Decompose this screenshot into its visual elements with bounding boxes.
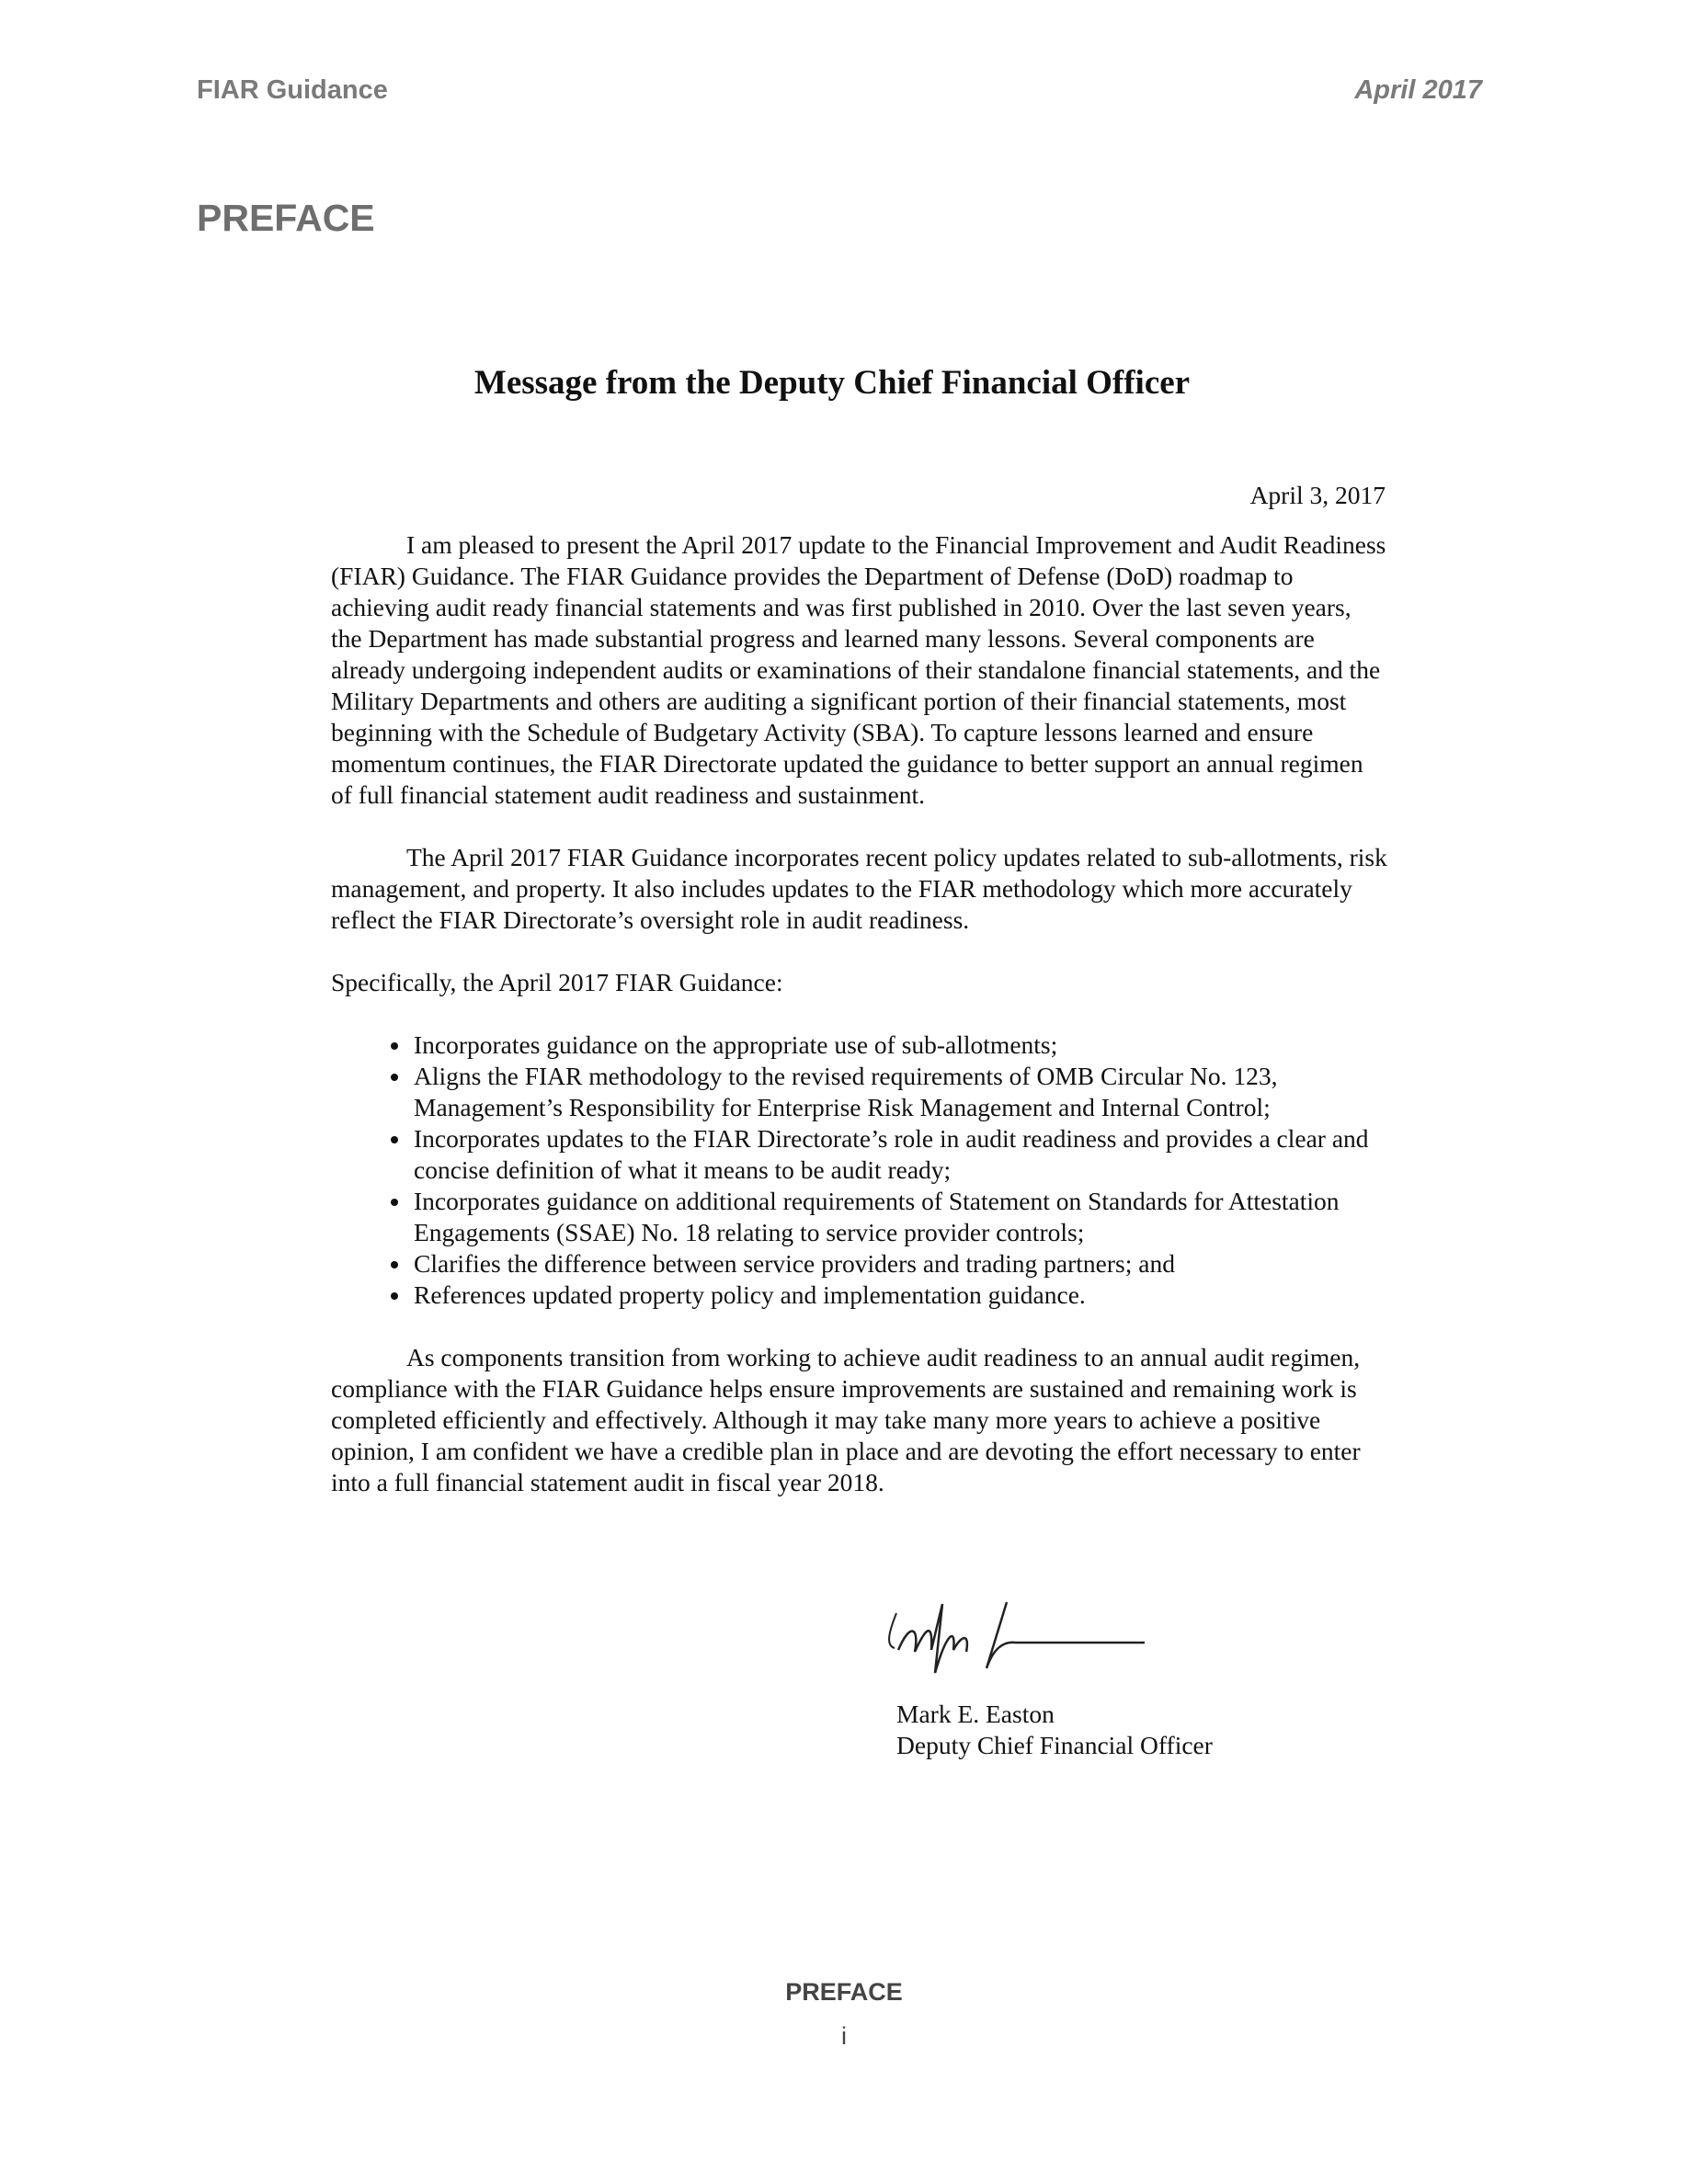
signer-name: Mark E. Easton <box>896 1700 1055 1728</box>
bullet-item: • References updated property policy and implementation guidance. <box>412 1280 1388 1311</box>
signer-title: Deputy Chief Financial Officer <box>896 1731 1213 1759</box>
bullet-item: • Aligns the FIAR methodology to the revised requirements of OMB Circular No. 123, Management’s Responsibility for Enterprise Risk Management and Internal Control; <box>412 1061 1388 1123</box>
closing-paragraph: As components transition from working to achieve audit readiness to an annual audit regimen, compliance with the FIAR Guidance helps ensure improvements are sustained and remaining work is completed efficiently and effectively. Although it may take many more years to achieve a positive opinion, I am confident we have a credible plan in place and are devoting the effort necessary to enter into a full financial statement audit in fiscal year 2018. <box>331 1343 1361 1496</box>
handwritten-signature <box>878 1595 1154 1696</box>
page-number: i <box>841 2022 847 2050</box>
signature-block <box>896 1699 1213 1761</box>
bullet-item: • Incorporates guidance on additional requirements of Statement on Standards for Attestation Engagements (SSAE) No. 18 relating to service provider controls; <box>412 1186 1388 1248</box>
running-header-date: April 2017 <box>1354 75 1482 105</box>
intro-paragraph: I am pleased to present the April 2017 update to the Financial Improvement and Audit Readiness (FIAR) Guidance. The FIAR Guidance provides the Department of Defense (DoD) roadmap to achieving audit ready financial statements and was first published in 2010. Over the last seven years, the Department has made substantial progress and learned many lessons. Several components are already undergoing independent audits or examinations of their standalone financial statements, and the Military Departments and others are auditing a significant portion of their financial statements, most beginning with the Schedule of Budgetary Activity (SBA). To capture lessons learned and ensure momentum continues, the FIAR Directorate updated the guidance to better support an annual regimen of full financial statement audit readiness and sustainment. <box>331 530 1386 809</box>
running-header-title: FIAR Guidance <box>197 75 388 105</box>
update-bullet-list <box>331 1029 1388 1311</box>
bullet-item: • Clarifies the difference between service providers and trading partners; and <box>412 1248 1388 1280</box>
letter-title: Message from the Deputy Chief Financial Officer <box>473 364 1191 402</box>
letter-date: April 3, 2017 <box>1249 481 1386 509</box>
bullet-lead-in: Specifically, the April 2017 FIAR Guidance: <box>331 968 783 996</box>
section-heading: PREFACE <box>197 197 375 239</box>
letter-body <box>331 364 1388 1530</box>
running-footer-label: PREFACE <box>785 1978 903 2006</box>
update-paragraph: The April 2017 FIAR Guidance incorporates recent policy updates related to sub-allotments, risk management, and property. It also includes updates to the FIAR methodology which more accurately reflect the FIAR Directorate’s oversight role in audit readiness. <box>331 843 1387 934</box>
bullet-item: • Incorporates guidance on the appropriate use of sub-allotments; <box>412 1029 1388 1061</box>
bullet-item: • Incorporates updates to the FIAR Directorate’s role in audit readiness and provides a clear and concise definition of what it means to be audit ready; <box>412 1123 1388 1186</box>
